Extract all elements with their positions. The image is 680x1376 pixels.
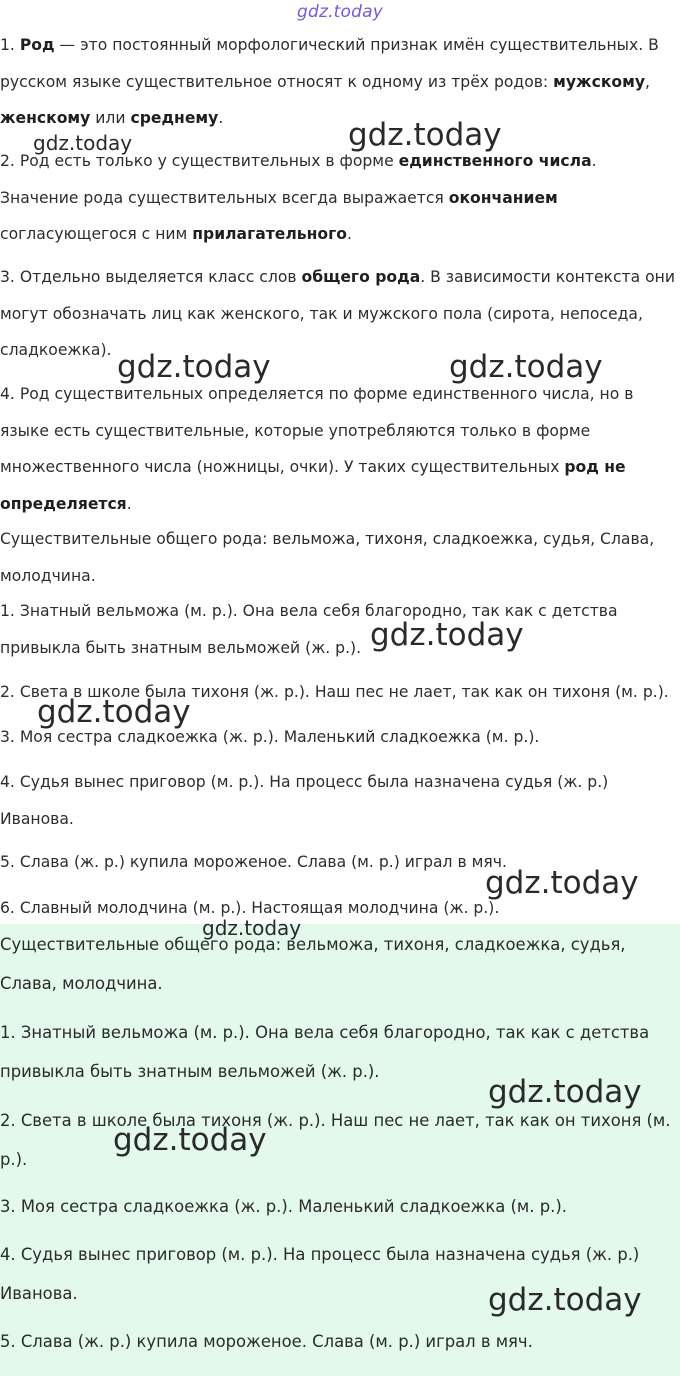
watermark: gdz.today (37, 694, 191, 730)
watermark: gdz.today (488, 1282, 642, 1318)
theory-paragraph-3: 3. Отдельно выделяется класс слов общего рода. В зависимости контекста они могут обозначать лиц как женского, так и мужского пола (сирота, непоседа, сладкоежка). (0, 268, 676, 359)
highlight-item-1: 1. Знатный вельможа (м. р.). Она вела себя благородно, так как с детства привыкла быть знатным вельможей (ж. р.). (0, 1023, 650, 1081)
watermark: gdz.today (117, 349, 271, 385)
watermark: gdz.today (485, 865, 639, 901)
watermark: gdz.today (202, 916, 302, 940)
theory-paragraph-2: 2. Род есть только у существительных в форме единственного числа. Значение рода существительных всегда выражается окончанием согласующегося с ним прилагательного. (0, 152, 597, 243)
answer-item-3: 3. Моя сестра сладкоежка (ж. р.). Маленький сладкоежка (м. р.). (0, 728, 540, 746)
answer-item-1: 1. Знатный вельможа (м. р.). Она вела себя благородно, так как с детства привыкла быть знатным вельможей (ж. р.). (0, 602, 618, 657)
highlight-item-3: 3. Моя сестра сладкоежка (ж. р.). Маленький сладкоежка (м. р.). (0, 1197, 567, 1216)
answer-intro: Существительные общего рода: вельможа, тихоня, сладкоежка, судья, Слава, молодчина. (0, 530, 655, 585)
watermark: gdz.today (113, 1122, 267, 1158)
highlight-intro: Существительные общего рода: вельможа, тихоня, сладкоежка, судья, Слава, молодчина. (0, 935, 626, 993)
watermark: gdz.today (348, 117, 502, 153)
theory-paragraph-1: 1. Род — это постоянный морфологический признак имён существительных. В русском языке существительное относят к одному из трёх родов: мужскому, женскому или среднему. (0, 36, 659, 127)
answer-item-2: 2. Света в школе была тихоня (ж. р.). Наш пес не лает, так как он тихоня (м. р.). (0, 683, 669, 701)
answer-item-5: 5. Слава (ж. р.) купила мороженое. Слава (м. р.) играл в мяч. (0, 853, 507, 871)
watermark: gdz.today (488, 1074, 642, 1110)
highlight-item-4: 4. Судья вынес приговор (м. р.). На процесс была назначена судья (ж. р.) Иванова. (0, 1245, 640, 1303)
watermark: gdz.today (33, 131, 133, 155)
site-watermark-top: gdz.today (296, 2, 384, 22)
highlight-item-2: 2. Света в школе была тихоня (ж. р.). Наш пес не лает, так как он тихоня (м. р.). (0, 1111, 671, 1169)
highlight-item-5: 5. Слава (ж. р.) купила мороженое. Слава (м. р.) играл в мяч. (0, 1332, 533, 1351)
answer-item-4: 4. Судья вынес приговор (м. р.). На процесс была назначена судья (ж. р.) Иванова. (0, 773, 609, 828)
watermark: gdz.today (370, 617, 524, 653)
theory-paragraph-4: 4. Род существительных определяется по форме единственного числа, но в языке есть существительные, которые употребляются только в форме множественного числа (ножницы, очки). У таких существительных род не определяется. (0, 385, 634, 513)
answer-item-6: 6. Славный молодчина (м. р.). Настоящая молодчина (ж. р.). (0, 899, 500, 917)
watermark: gdz.today (449, 349, 603, 385)
